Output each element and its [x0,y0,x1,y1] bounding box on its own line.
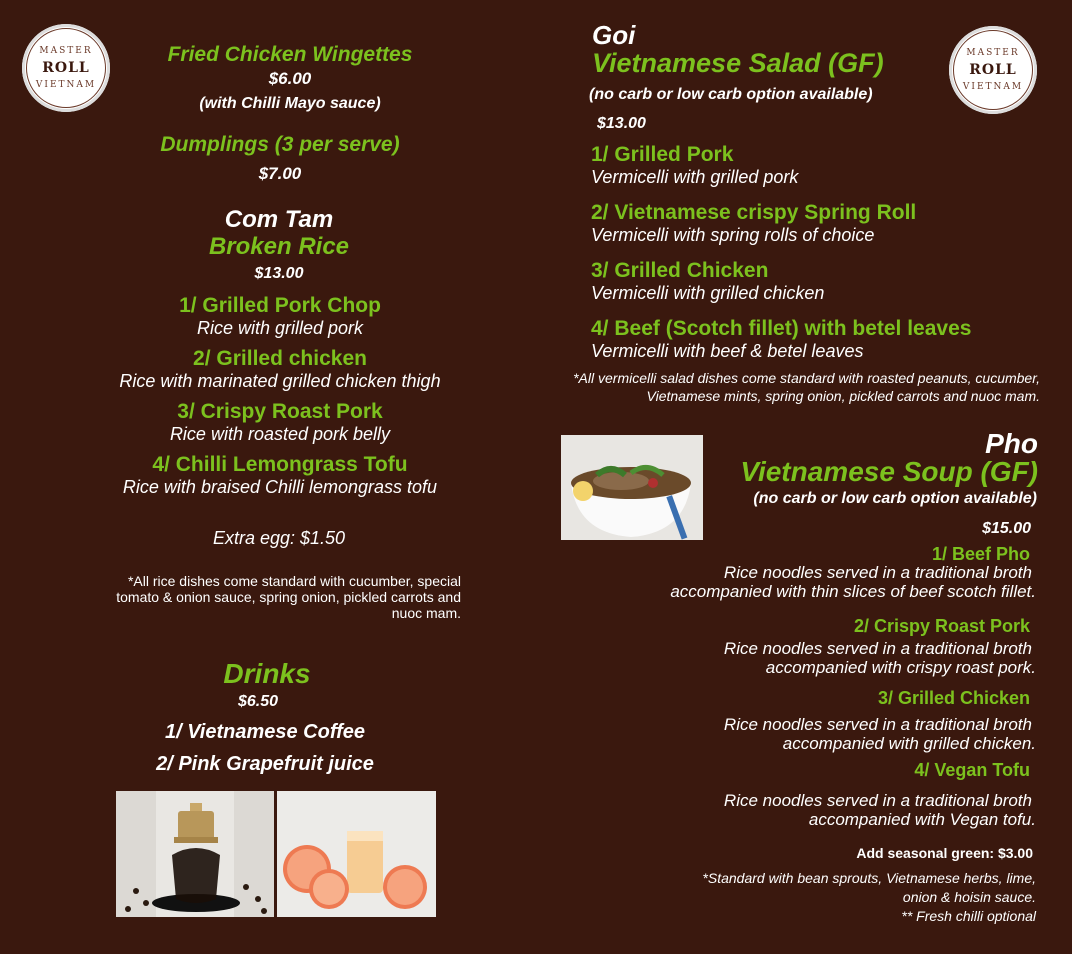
comtam-item-desc: Rice with braised Chilli lemongrass tofu [122,477,438,497]
goi-price: $13.00 [597,115,646,132]
drinks-header [107,658,427,690]
dumplings-section [120,131,440,189]
pho-item-desc: Rice noodles served in a traditional broth [723,563,1032,582]
master-roll-logo-right [949,26,1037,114]
logo-top-text: MASTER [966,48,1020,58]
pho-photo [561,435,703,540]
logo-top-text: MASTER [39,46,93,56]
goi-item-desc: Vermicelli with beef & betel leaves [591,341,864,361]
goi-item-name: 1/ Grilled Pork [591,143,734,166]
comtam-header [119,206,439,288]
pho-item-desc: Rice noodles served in a traditional broth [723,715,1032,734]
pho-item-name: 4/ Vegan Tofu [914,760,1030,780]
pho-item-name: 1/ Beef Pho [931,544,1030,564]
goi-item [591,259,1051,303]
goi-item-desc: Vermicelli with grilled chicken [591,283,825,303]
comtam-item-name: 1/ Grilled Pork Chop [179,294,381,317]
comtam-item-desc: Rice with marinated grilled chicken thigh [119,371,441,391]
logo-mid-text: ROLL [969,62,1017,78]
dumplings-name: Dumplings (3 per serve) [160,133,400,156]
grapefruit-photo [277,791,436,917]
extra-egg: Extra egg: $1.50 [212,528,346,548]
comtam-subtitle: Broken Rice [208,233,350,260]
pho-subtitle: Vietnamese Soup (GF) [740,456,1038,487]
pho-item-desc: accompanied with thin slices of beef scotch fillet. [670,582,1036,601]
rice-footnote: *All rice dishes come standard with cucumber, special tomato & onion sauce, spring onion, pickled carrots and nuoc mam. [116,573,461,621]
goi-item [591,143,1051,187]
master-roll-logo-left [22,24,110,112]
goi-items [591,143,1051,361]
comtam-item [80,400,480,444]
pho-item-desc: Rice noodles served in a traditional broth [723,791,1032,810]
wingettes-name: Fried Chicken Wingettes [167,43,413,66]
dumplings-price: $7.00 [258,164,302,183]
drinks-title: Drinks [223,658,311,689]
logo-mid-text: ROLL [42,60,90,76]
comtam-item-name: 4/ Chilli Lemongrass Tofu [152,453,408,476]
comtam-price: $13.00 [254,265,304,282]
goi-subtitle: Vietnamese Salad (GF) [592,48,884,78]
pho-footnote-line1: *Standard with bean sprouts, Vietnamese herbs, lime, [702,870,1036,886]
pho-title: Pho [985,428,1038,459]
comtam-item [80,453,480,497]
goi-footnote: *All vermicelli salad dishes come standard with roasted peanuts, cucumber, Vietnamese mints, spring onion, pickled carrots and nuoc mam. [573,370,1040,404]
pho-item-name: 3/ Grilled Chicken [877,688,1030,708]
pho-price: $15.00 [982,520,1031,537]
comtam-item [80,347,480,391]
goi-title: Goi [592,20,636,50]
goi-item-desc: Vermicelli with spring rolls of choice [591,225,875,245]
drinks-price: $6.50 [237,693,279,710]
goi-item-desc: Vermicelli with grilled pork [591,167,799,187]
comtam-items [80,294,480,497]
pho-item-desc: accompanied with grilled chicken. [782,734,1036,753]
comtam-title: Com Tam [224,206,334,233]
drink-item: 1/ Vietnamese Coffee [164,721,366,743]
wingettes-note: (with Chilli Mayo sauce) [199,95,381,112]
pho-item-name: 2/ Crispy Roast Pork [853,616,1030,636]
logo-bottom-text: VIETNAM [962,82,1024,92]
goi-item-name: 2/ Vietnamese crispy Spring Roll [591,201,917,224]
pho-addon: Add seasonal green: $3.00 [856,845,1033,861]
comtam-item-name: 2/ Grilled chicken [193,347,367,370]
pho-item-desc: accompanied with Vegan tofu. [808,810,1036,829]
coffee-photo [116,791,274,917]
goi-item-name: 3/ Grilled Chicken [591,259,769,282]
drink-item: 2/ Pink Grapefruit juice [156,753,374,775]
pho-note: (no carb or low carb option available) [753,490,1037,507]
pho-footnote-line2: onion & hoisin sauce. [902,889,1036,905]
goi-item-name: 4/ Beef (Scotch fillet) with betel leaves [591,317,972,340]
pho-item-desc: accompanied with crispy roast pork. [765,658,1036,677]
comtam-item [80,294,480,338]
comtam-item-desc: Rice with grilled pork [196,318,364,338]
goi-item [591,317,1051,361]
goi-header [592,20,932,76]
wingettes-price: $6.00 [268,69,312,88]
comtam-item-desc: Rice with roasted pork belly [169,424,391,444]
logo-bottom-text: VIETNAM [35,80,97,90]
pho-item-desc: Rice noodles served in a traditional broth [723,639,1032,658]
pho-footnote-line3: ** Fresh chilli optional [901,908,1036,924]
goi-note: (no carb or low carb option available) [589,86,873,103]
goi-item [591,201,1051,245]
wingettes-section [130,42,450,118]
comtam-item-name: 3/ Crispy Roast Pork [177,400,383,423]
